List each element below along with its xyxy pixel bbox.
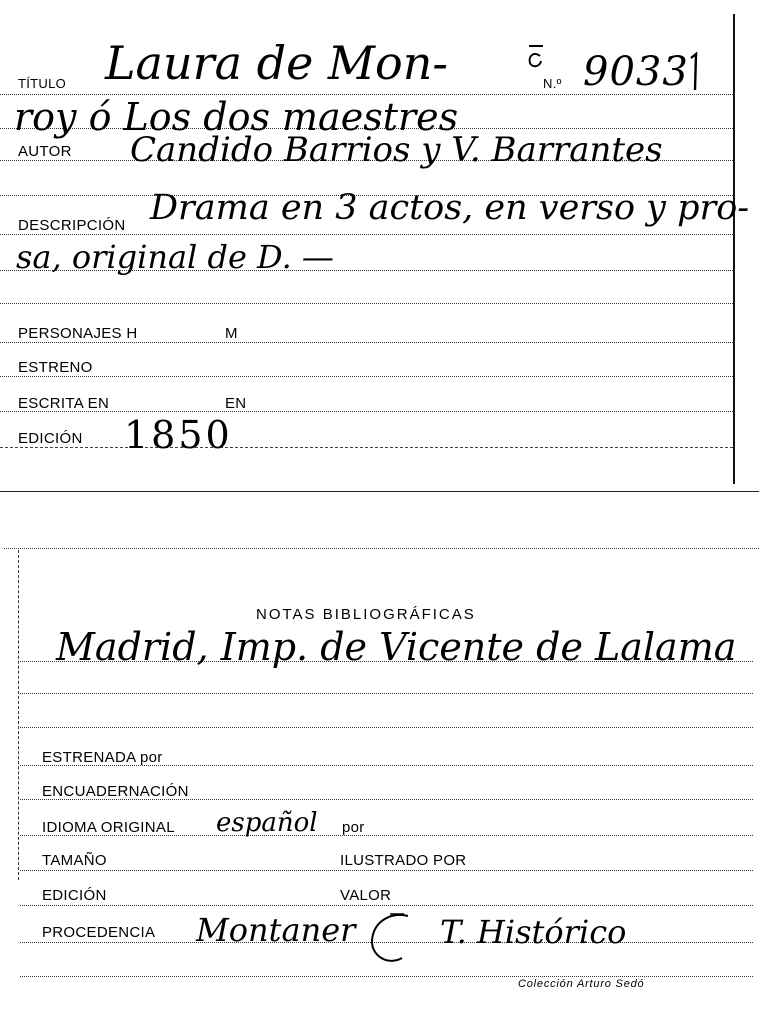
estreno-line (0, 376, 733, 377)
descripcion-label: DESCRIPCIÓN (18, 217, 126, 234)
description-line-1 (0, 234, 733, 235)
card-top-edge (4, 548, 759, 549)
procedencia-scribble-icon (368, 910, 418, 968)
title-mark-icon (525, 40, 547, 70)
tamano-line (20, 870, 753, 871)
number-final-digit-icon (688, 52, 700, 94)
last-line (20, 976, 753, 977)
idioma-por-label: por (342, 819, 365, 836)
card-right-edge (733, 14, 735, 484)
titulo-label: TÍTULO (18, 76, 67, 91)
handwritten-number: 9033 (583, 49, 689, 95)
escrita-en-label: ESCRITA EN (18, 395, 110, 412)
edicion-line (0, 447, 733, 448)
card-left-edge (18, 550, 19, 880)
card-bottom-edge (0, 491, 759, 492)
handwritten-procedencia-a: Montaner (196, 911, 356, 949)
handwritten-idioma: español (216, 808, 318, 838)
personajes-h-label: PERSONAJES H (18, 325, 138, 342)
idioma-label: IDIOMA ORIGINAL (42, 819, 175, 836)
personajes-line (0, 342, 733, 343)
handwritten-title-1: Laura de Mon- (105, 36, 448, 90)
numero-label: N.º (543, 76, 562, 91)
edicion-label-2: EDICIÓN (42, 887, 107, 904)
handwritten-edition-year: 1850 (124, 413, 233, 457)
estreno-label: ESTRENO (18, 359, 93, 376)
procedencia-label: PROCEDENCIA (42, 924, 156, 941)
edicion-valor-line (20, 905, 753, 906)
handwritten-title-2: roy ó Los dos maestres (14, 95, 459, 139)
handwritten-description-1: Drama en 3 actos, en verso y pro- (150, 188, 750, 228)
handwritten-author: Candido Barrios y V. Barrantes (130, 130, 663, 170)
estrenada-label: ESTRENADA por (42, 749, 163, 766)
personajes-m-label: M (225, 325, 238, 342)
encuadernacion-label: ENCUADERNACIÓN (42, 783, 189, 800)
handwritten-procedencia-b: T. Histórico (440, 913, 627, 951)
escrita-line (0, 411, 733, 412)
tamano-label: TAMAÑO (42, 852, 107, 869)
handwritten-description-2: sa, original de D. — (16, 238, 334, 276)
description-line-3 (0, 303, 733, 304)
handwritten-notas: Madrid, Imp. de Vicente de Lalama (56, 625, 737, 669)
valor-label: VALOR (340, 887, 392, 904)
autor-label: AUTOR (18, 143, 72, 160)
en-label: EN (225, 395, 247, 412)
catalog-card-front (0, 0, 759, 492)
catalog-card-back (0, 540, 759, 1028)
ilustrado-label: ILUSTRADO POR (340, 852, 467, 869)
collection-footer: Colección Arturo Sedó (518, 978, 645, 990)
notas-line-3 (20, 727, 753, 728)
edicion-label: EDICIÓN (18, 430, 83, 447)
notas-line-2 (20, 693, 753, 694)
notas-heading: NOTAS BIBLIOGRÁFICAS (256, 606, 476, 623)
